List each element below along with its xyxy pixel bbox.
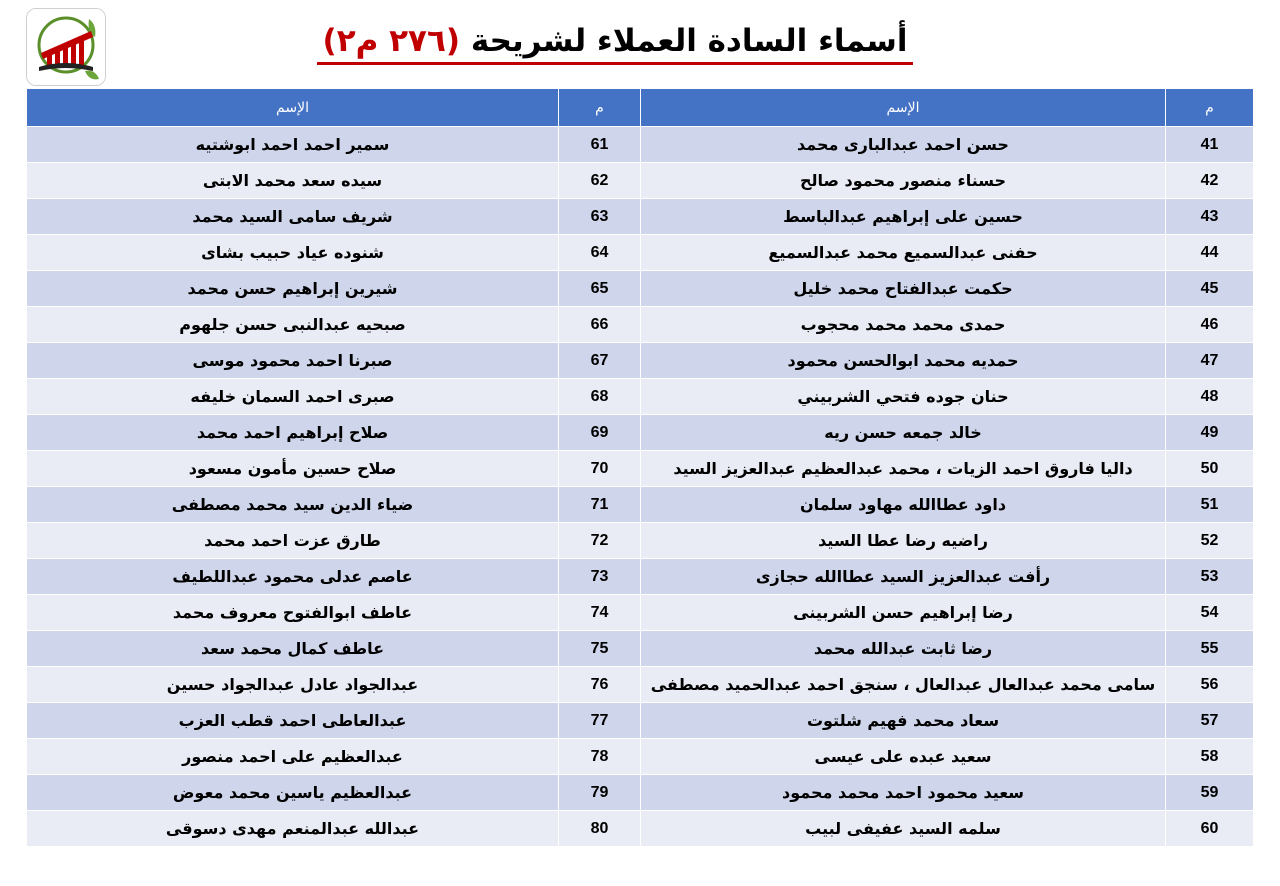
table-row [27, 667, 1254, 703]
row-number: 76 [559, 667, 641, 703]
row-number: 74 [559, 595, 641, 631]
row-name: داليا فاروق احمد الزيات ، محمد عبدالعظيم عبدالعزيز السيد [641, 451, 1166, 487]
row-name: عاطف كمال محمد سعد [27, 631, 559, 667]
row-name: حسن احمد عبدالبارى محمد [641, 127, 1166, 163]
table-row [27, 271, 1254, 307]
row-number: 54 [1166, 595, 1254, 631]
table-row [27, 487, 1254, 523]
row-name: عبدالعظيم ياسين محمد معوض [27, 775, 559, 811]
row-number: 47 [1166, 343, 1254, 379]
row-number: 75 [559, 631, 641, 667]
row-number: 59 [1166, 775, 1254, 811]
row-number: 61 [559, 127, 641, 163]
row-name: حمدى محمد محمد محجوب [641, 307, 1166, 343]
table-header-row [27, 89, 1254, 127]
row-number: 64 [559, 235, 641, 271]
row-name: عبدالله عبدالمنعم مهدى دسوقى [27, 811, 559, 847]
header-num-2: م [559, 89, 641, 127]
header-num-1: م [1166, 89, 1254, 127]
row-number: 41 [1166, 127, 1254, 163]
row-number: 67 [559, 343, 641, 379]
row-number: 44 [1166, 235, 1254, 271]
row-number: 66 [559, 307, 641, 343]
table-row [27, 199, 1254, 235]
row-number: 68 [559, 379, 641, 415]
row-name: صبحيه عبدالنبى حسن جلهوم [27, 307, 559, 343]
table-row [27, 775, 1254, 811]
row-number: 79 [559, 775, 641, 811]
header-name-2: الإسم [27, 89, 559, 127]
row-name: صلاح إبراهيم احمد محمد [27, 415, 559, 451]
row-name: صبرى احمد السمان خليفه [27, 379, 559, 415]
row-number: 49 [1166, 415, 1254, 451]
row-number: 46 [1166, 307, 1254, 343]
table-row [27, 451, 1254, 487]
row-name: طارق عزت احمد محمد [27, 523, 559, 559]
row-name: عبدالعاطى احمد قطب العزب [27, 703, 559, 739]
row-number: 43 [1166, 199, 1254, 235]
row-number: 71 [559, 487, 641, 523]
row-name: عبدالعظيم على احمد منصور [27, 739, 559, 775]
table-row [27, 631, 1254, 667]
row-number: 55 [1166, 631, 1254, 667]
row-name: صبرنا احمد محمود موسى [27, 343, 559, 379]
table-row [27, 163, 1254, 199]
row-name: حسين على إبراهيم عبدالباسط [641, 199, 1166, 235]
header-name-1: الإسم [641, 89, 1166, 127]
row-name: عاصم عدلى محمود عبداللطيف [27, 559, 559, 595]
row-name: سيده سعد محمد الابتى [27, 163, 559, 199]
row-name: سعاد محمد فهيم شلتوت [641, 703, 1166, 739]
row-name: صلاح حسين مأمون مسعود [27, 451, 559, 487]
row-number: 42 [1166, 163, 1254, 199]
row-number: 60 [1166, 811, 1254, 847]
customers-table [26, 88, 1254, 847]
row-number: 69 [559, 415, 641, 451]
row-number: 77 [559, 703, 641, 739]
row-name: حسناء منصور محمود صالح [641, 163, 1166, 199]
row-number: 78 [559, 739, 641, 775]
table-row [27, 379, 1254, 415]
page-title-container [300, 22, 930, 65]
table-row [27, 523, 1254, 559]
row-name: سعيد عبده على عيسى [641, 739, 1166, 775]
row-number: 53 [1166, 559, 1254, 595]
row-name: شيرين إبراهيم حسن محمد [27, 271, 559, 307]
table-row [27, 235, 1254, 271]
row-number: 50 [1166, 451, 1254, 487]
page-title [317, 22, 914, 65]
row-name: شريف سامى السيد محمد [27, 199, 559, 235]
row-number: 73 [559, 559, 641, 595]
row-name: راضيه رضا عطا السيد [641, 523, 1166, 559]
row-name: سلمه السيد عفيفى لبيب [641, 811, 1166, 847]
row-number: 80 [559, 811, 641, 847]
row-name: عاطف ابوالفتوح معروف محمد [27, 595, 559, 631]
row-number: 72 [559, 523, 641, 559]
row-name: شنوده عياد حبيب بشاى [27, 235, 559, 271]
row-number: 70 [559, 451, 641, 487]
row-number: 65 [559, 271, 641, 307]
row-number: 45 [1166, 271, 1254, 307]
table-row [27, 739, 1254, 775]
table-row [27, 343, 1254, 379]
row-name: حمديه محمد ابوالحسن محمود [641, 343, 1166, 379]
row-number: 56 [1166, 667, 1254, 703]
row-name: حفنى عبدالسميع محمد عبدالسميع [641, 235, 1166, 271]
row-number: 51 [1166, 487, 1254, 523]
row-name: حكمت عبدالفتاح محمد خليل [641, 271, 1166, 307]
row-name: رضا ثابت عبدالله محمد [641, 631, 1166, 667]
company-logo-icon [26, 8, 106, 86]
table-row [27, 127, 1254, 163]
row-number: 48 [1166, 379, 1254, 415]
row-name: داود عطاالله مهاود سلمان [641, 487, 1166, 523]
table-row [27, 415, 1254, 451]
row-number: 58 [1166, 739, 1254, 775]
table-row [27, 307, 1254, 343]
page-title-highlight: (٢٧٦ م٢) [322, 23, 461, 59]
table-row [27, 559, 1254, 595]
page-title-main: أسماء السادة العملاء لشريحة [460, 23, 908, 59]
row-name: حنان جوده فتحي الشربيني [641, 379, 1166, 415]
row-name: عبدالجواد عادل عبدالجواد حسين [27, 667, 559, 703]
row-name: رضا إبراهيم حسن الشربينى [641, 595, 1166, 631]
row-number: 62 [559, 163, 641, 199]
row-number: 63 [559, 199, 641, 235]
row-name: سامى محمد عبدالعال عبدالعال ، سنجق احمد عبدالحميد مصطفى [641, 667, 1166, 703]
table-row [27, 811, 1254, 847]
table-row [27, 703, 1254, 739]
row-name: ضياء الدين سيد محمد مصطفى [27, 487, 559, 523]
row-number: 52 [1166, 523, 1254, 559]
row-name: رأفت عبدالعزيز السيد عطاالله حجازى [641, 559, 1166, 595]
row-name: سعيد محمود احمد محمد محمود [641, 775, 1166, 811]
row-name: سمير احمد احمد ابوشتيه [27, 127, 559, 163]
table-row [27, 595, 1254, 631]
row-number: 57 [1166, 703, 1254, 739]
row-name: خالد جمعه حسن ريه [641, 415, 1166, 451]
